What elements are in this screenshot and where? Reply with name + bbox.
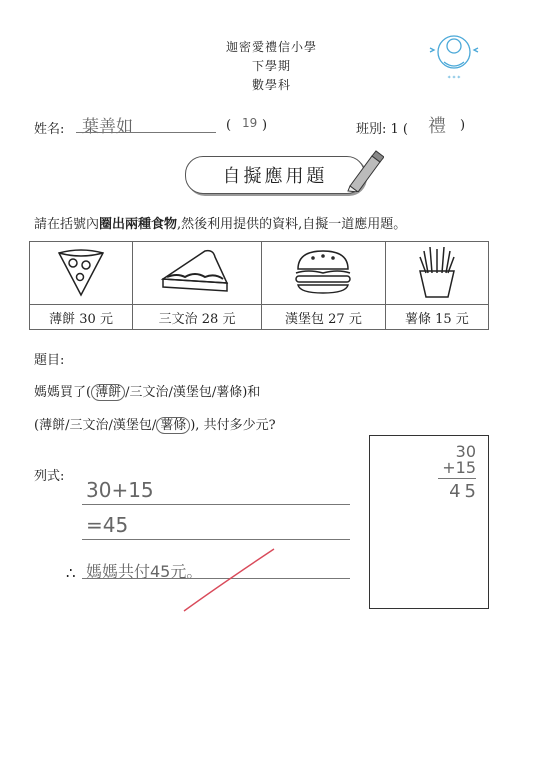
instruction-pre: 請在括號內 [34, 217, 100, 232]
class-close: ) [460, 118, 466, 133]
vertical-add: +15 [442, 458, 476, 477]
question-line-1 [34, 381, 260, 400]
page-title [185, 156, 365, 194]
pizza-icon [53, 243, 109, 299]
subject: 數學科 [251, 78, 291, 92]
instruction [34, 213, 406, 232]
question-line1-pre: 媽媽買了( [34, 385, 92, 400]
food-price-sandwich: 三文治 28 元 [133, 305, 262, 330]
working-result: =45 [86, 513, 129, 537]
vertical-sum-line [438, 478, 476, 479]
name-underline [76, 132, 216, 133]
food-table [29, 241, 489, 330]
question-label: 題目: [34, 353, 65, 368]
vertical-sum: 45 [449, 481, 480, 502]
food-price-pizza: 薄餅 30 元 [30, 305, 133, 330]
food-cell-sandwich [133, 242, 262, 305]
working-line-2 [82, 539, 350, 540]
food-price-fries: 薯條 15 元 [385, 305, 488, 330]
instruction-bold: 圈出兩種食物 [99, 217, 178, 232]
name-label: 姓名: [34, 122, 65, 137]
pencil-icon [344, 150, 384, 196]
question-line2-post: ), 共付多少元? [190, 418, 276, 433]
working-line-1 [82, 504, 350, 505]
circled-option-1: 薄餅 [91, 384, 125, 401]
food-cell-burger [262, 242, 386, 305]
answer-text: 媽媽共付45元。 [86, 562, 203, 581]
term: 下學期 [251, 59, 291, 73]
page-title-text: 自擬應用題 [222, 166, 328, 187]
food-price-burger: 漢堡包 27 元 [262, 305, 386, 330]
question-line2-pre: (薄餅/三文治/漢堡包/ [34, 418, 157, 433]
number-value: 19 [242, 116, 258, 130]
school-stamp-icon [420, 28, 488, 88]
checkmark-icon [180, 545, 280, 619]
name-value: 葉善如 [82, 117, 133, 137]
working-expression: 30+15 [86, 478, 154, 502]
svg-text:* * *: * * * [447, 75, 461, 82]
class-value: 禮 [428, 116, 446, 137]
question-line1-rest: /三文治/漢堡包/薯條)和 [125, 385, 261, 400]
number-open: ( [226, 118, 232, 133]
class-label: 班別: 1 ( [356, 122, 408, 137]
question-line-2 [34, 414, 276, 433]
number-close: ) [262, 118, 268, 133]
instruction-post: ,然後利用提供的資料,自擬一道應用題。 [177, 217, 407, 232]
circled-option-2: 薯條 [156, 417, 190, 434]
burger-icon [288, 243, 358, 299]
therefore-symbol: ∴ [66, 564, 76, 582]
food-cell-pizza [30, 242, 133, 305]
fries-icon [412, 243, 462, 299]
working-label: 列式: [34, 469, 65, 484]
school-name: 迦密愛禮信小學 [225, 40, 317, 54]
food-cell-fries [385, 242, 488, 305]
vertical-top: 30 [455, 442, 476, 461]
sandwich-icon [157, 243, 237, 299]
